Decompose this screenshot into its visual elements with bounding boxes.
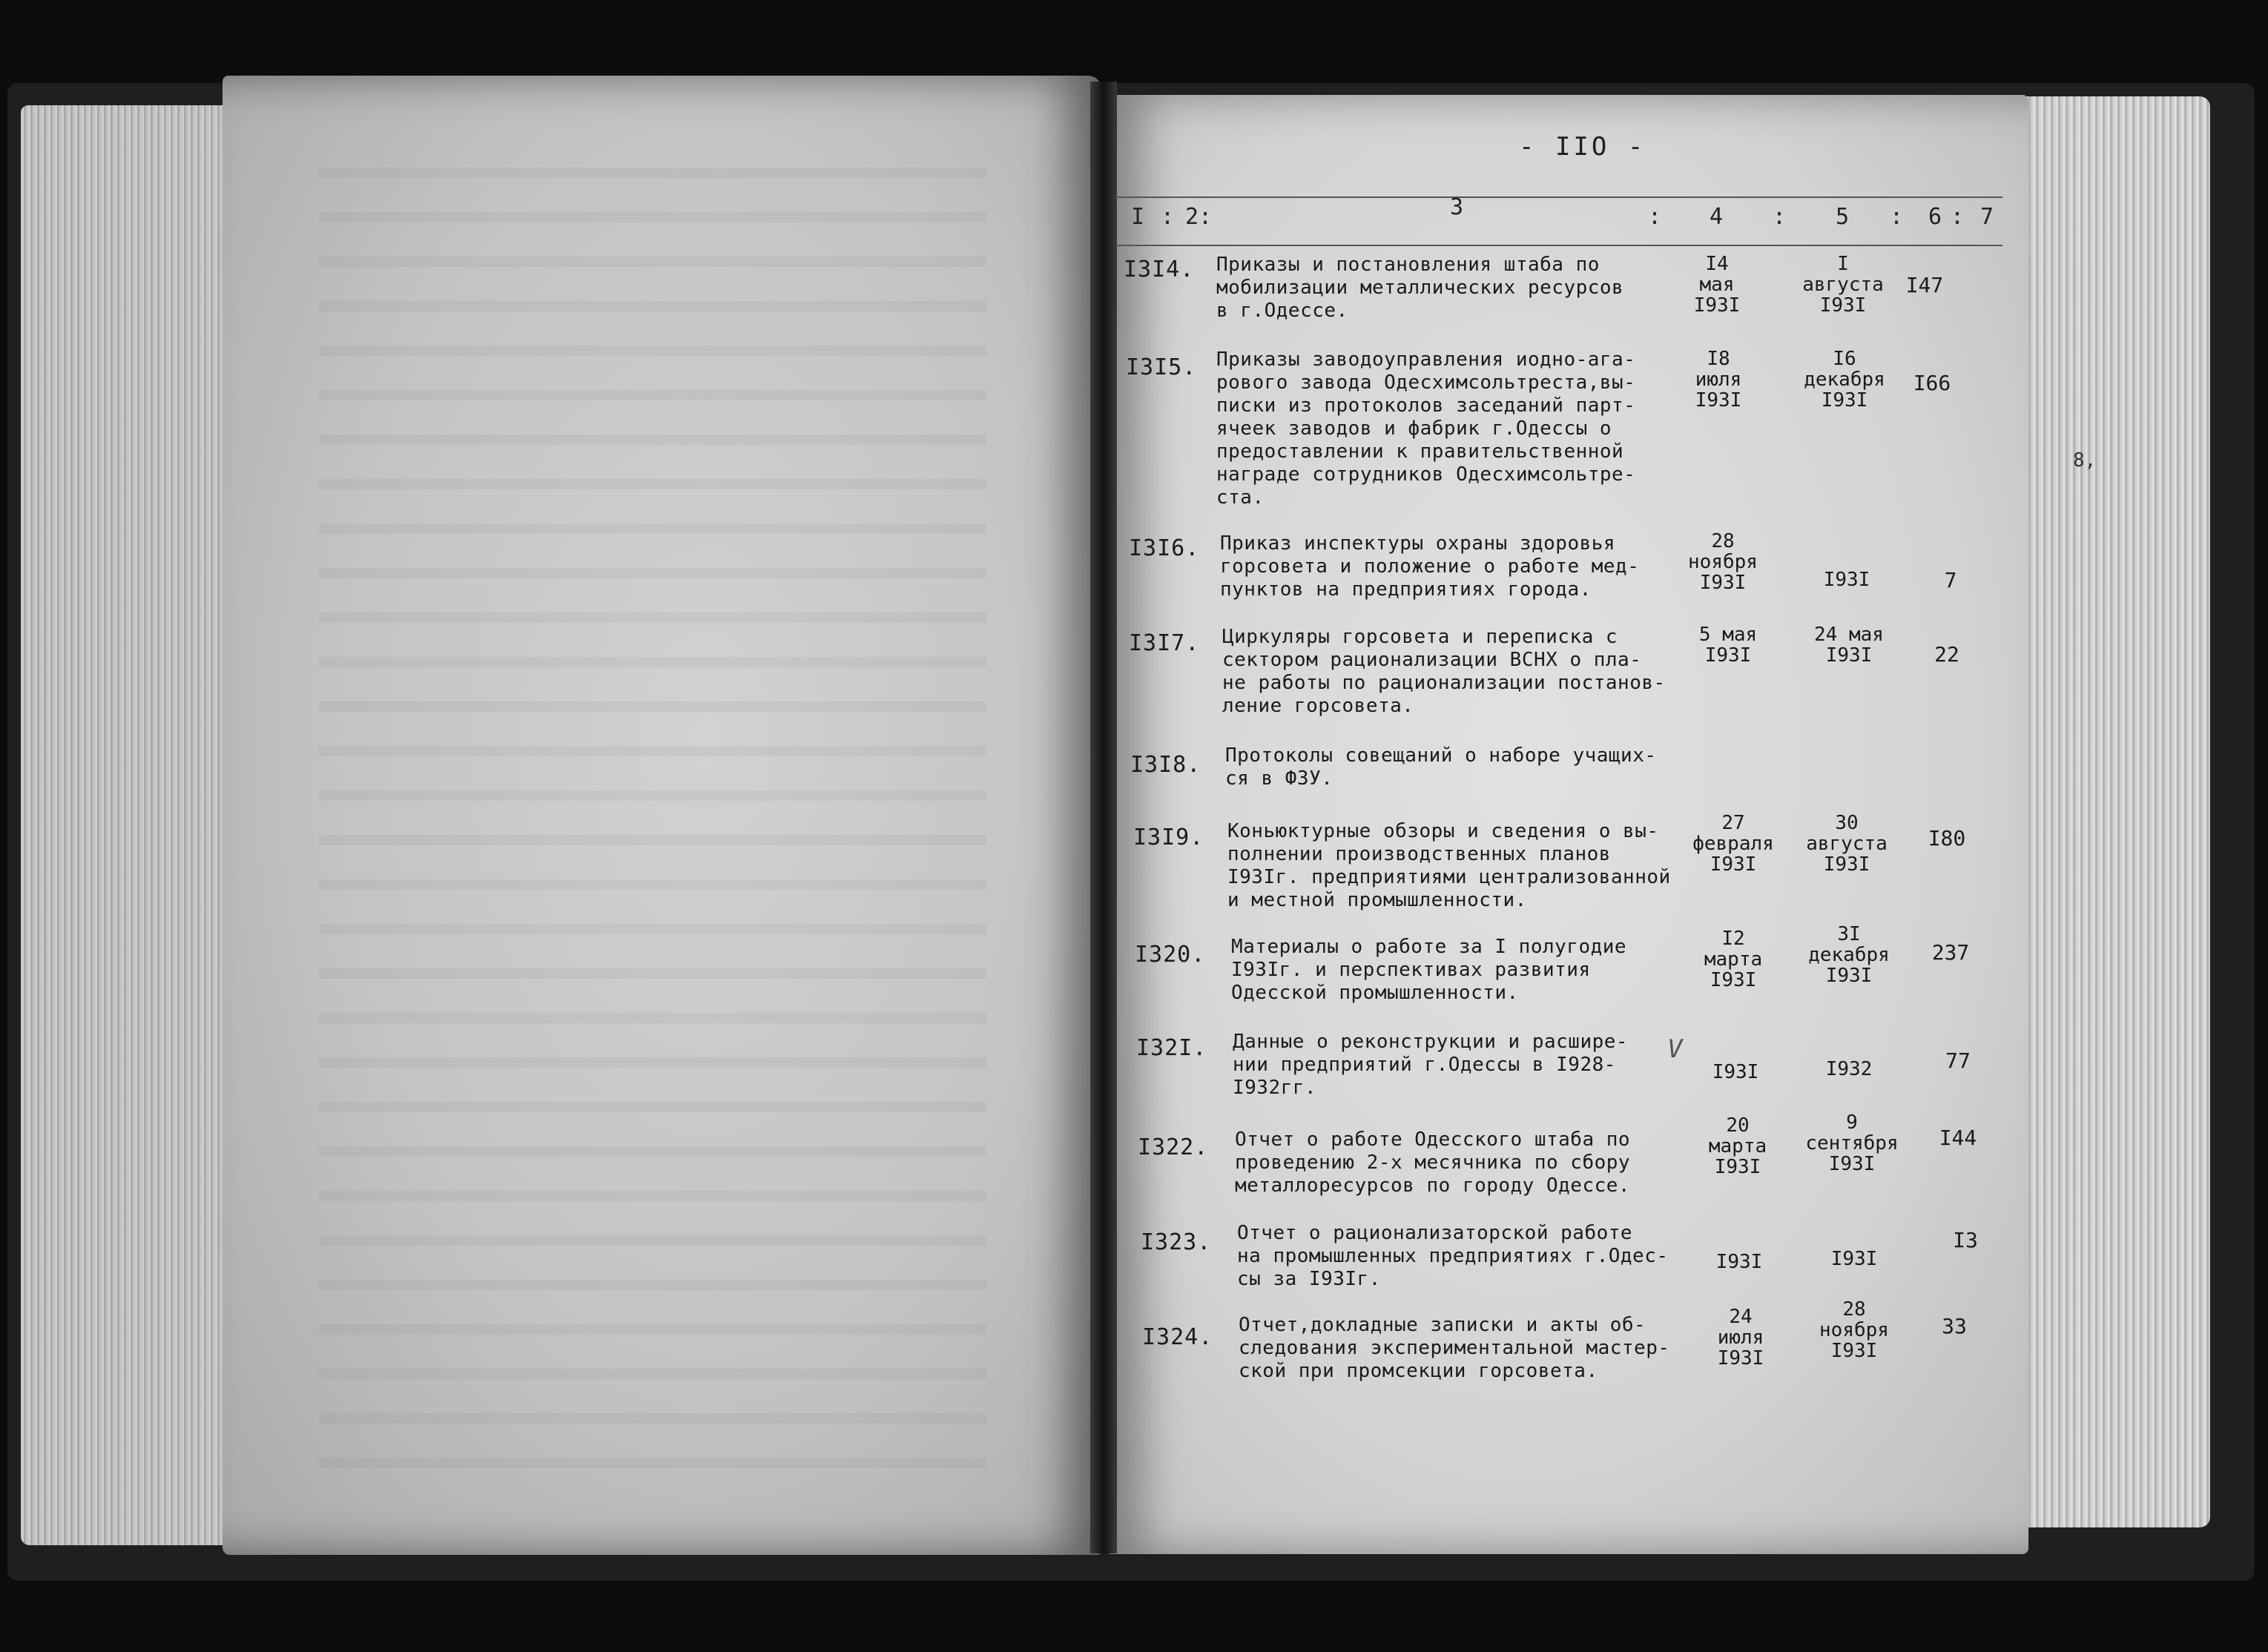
- entry-sheet-count: 22: [1934, 642, 1959, 667]
- column-header-3: 3: [1450, 194, 1464, 220]
- entry-title: Протоколы совещаний о наборе учащих- ся в ФЗУ.: [1225, 744, 1657, 790]
- entry-sheet-count: I44: [1939, 1126, 1977, 1150]
- entry-title: Приказы и постановления штаба по мобилизации металлических ресурсов в г.Одессе.: [1216, 254, 1624, 322]
- entry-number: I320.: [1135, 942, 1206, 968]
- entry-title: Коньюктурные обзоры и сведения о вы- полнении производственных планов I93Iг. предприятиями централизованной и местной промышленности.: [1227, 820, 1671, 911]
- margin-annotation: 8,: [2073, 449, 2097, 472]
- entry-end-date: I6 декабря I93I: [1804, 348, 1885, 412]
- column-header-6: 6: [1928, 204, 1942, 230]
- entry-start-date: I93I: [1712, 1061, 1759, 1083]
- entry-number: I32I.: [1136, 1035, 1207, 1061]
- entry-sheet-count: 33: [1942, 1314, 1967, 1338]
- entry-number: I3I5.: [1126, 354, 1197, 380]
- page-number: - IIO -: [1519, 132, 1646, 162]
- header-rule-top: [1116, 196, 2002, 198]
- header-rule-bottom: [1116, 245, 2002, 246]
- entry-title: Приказы заводоуправления иодно-ага- рового завода Одесхимсольтреста,вы- писки из протоколов заседаний парт- ячеек заводов и фабрик г.Одессы о предоставлении к правительственной награде сотрудников Одесхимсольтре- ста.: [1216, 348, 1636, 509]
- entry-start-date: I4 мая I93I: [1693, 253, 1741, 317]
- entry-title: Отчет,докладные записки и акты об- следования экспериментальной мастер- ской при промсекции горсовета.: [1239, 1314, 1670, 1382]
- left-page-bleedthrough: [319, 133, 986, 1468]
- entry-number: I323.: [1141, 1229, 1212, 1255]
- entry-sheet-count: I47: [1905, 273, 1944, 297]
- entry-number: I3I8.: [1130, 752, 1201, 778]
- entry-start-date: 5 мая I93I: [1698, 624, 1758, 667]
- entry-sheet-count: I3: [1953, 1228, 1978, 1252]
- entry-title: Материалы о работе за I полугодие I93Iг. и перспективах развития Одесской промышленности.: [1231, 936, 1627, 1004]
- entry-end-date: I августа I93I: [1802, 253, 1884, 317]
- book-gutter: [1090, 82, 1117, 1553]
- entry-start-date: 27 февраля I93I: [1692, 812, 1774, 876]
- entry-end-date: 28 ноября I93I: [1819, 1298, 1889, 1362]
- entry-start-date: I8 июля I93I: [1695, 348, 1742, 412]
- entry-number: I3I9.: [1133, 825, 1204, 850]
- column-header-1: I: [1131, 204, 1145, 230]
- column-header-5: 5: [1836, 204, 1850, 230]
- handwritten-check-mark: V: [1667, 1034, 1683, 1064]
- entry-number: I3I4.: [1124, 257, 1195, 283]
- entry-start-date: 28 ноября I93I: [1688, 530, 1758, 594]
- column-separator: :: [1890, 204, 1904, 230]
- entry-start-date: 24 июля I93I: [1717, 1306, 1764, 1369]
- entry-sheet-count: I80: [1928, 826, 1966, 850]
- left-page-edges: [21, 105, 236, 1545]
- entry-start-date: I93I: [1715, 1251, 1763, 1273]
- entry-start-date: I2 марта I93I: [1704, 928, 1763, 991]
- entry-end-date: 9 сентября I93I: [1805, 1111, 1899, 1175]
- entry-number: I3I7.: [1129, 630, 1200, 656]
- entry-title: Отчет о рационализаторской работе на промышленных предприятиях г.Одес- сы за I93Iг.: [1237, 1222, 1669, 1290]
- entry-sheet-count: I66: [1913, 371, 1951, 395]
- column-separator: :: [1161, 204, 1175, 230]
- entry-end-date: 3I декабря I93I: [1808, 923, 1890, 987]
- entry-number: I324.: [1142, 1324, 1213, 1350]
- entry-number: I3I6.: [1129, 535, 1200, 561]
- entry-title: Отчет о работе Одесского штаба по проведению 2-х месячника по сбору металлоресурсов по городу Одессе.: [1235, 1129, 1631, 1197]
- entry-sheet-count: 237: [1931, 940, 1970, 965]
- entry-title: Циркуляры горсовета и переписка с сектором рационализации ВСНХ о пла- не работы по рационализации постанов- ление горсовета.: [1222, 626, 1666, 717]
- column-header-4: 4: [1710, 204, 1724, 230]
- entry-sheet-count: 7: [1944, 568, 1957, 592]
- entry-sheet-count: 77: [1945, 1048, 1971, 1073]
- column-separator: :: [1951, 204, 1965, 230]
- column-separator: :: [1773, 204, 1787, 230]
- right-page-edges: [2017, 96, 2210, 1527]
- entry-end-date: I932: [1825, 1058, 1873, 1080]
- entry-title: Данные о реконструкции и расшире- нии предприятий г.Одессы в I928- I932гг.: [1233, 1031, 1629, 1099]
- entry-end-date: I93I: [1830, 1248, 1878, 1270]
- entry-start-date: 20 марта I93I: [1708, 1114, 1767, 1178]
- column-header-7: 7: [1980, 204, 1994, 230]
- entry-end-date: I93I: [1823, 569, 1870, 591]
- column-separator: :: [1648, 204, 1662, 230]
- entry-number: I322.: [1138, 1134, 1209, 1160]
- entry-title: Приказ инспектуры охраны здоровья горсовета и положение о работе мед- пунктов на предприятиях города.: [1220, 532, 1640, 601]
- entry-end-date: 30 августа I93I: [1806, 812, 1888, 876]
- column-header-2: 2:: [1185, 204, 1213, 230]
- entry-end-date: 24 мая I93I: [1814, 624, 1884, 667]
